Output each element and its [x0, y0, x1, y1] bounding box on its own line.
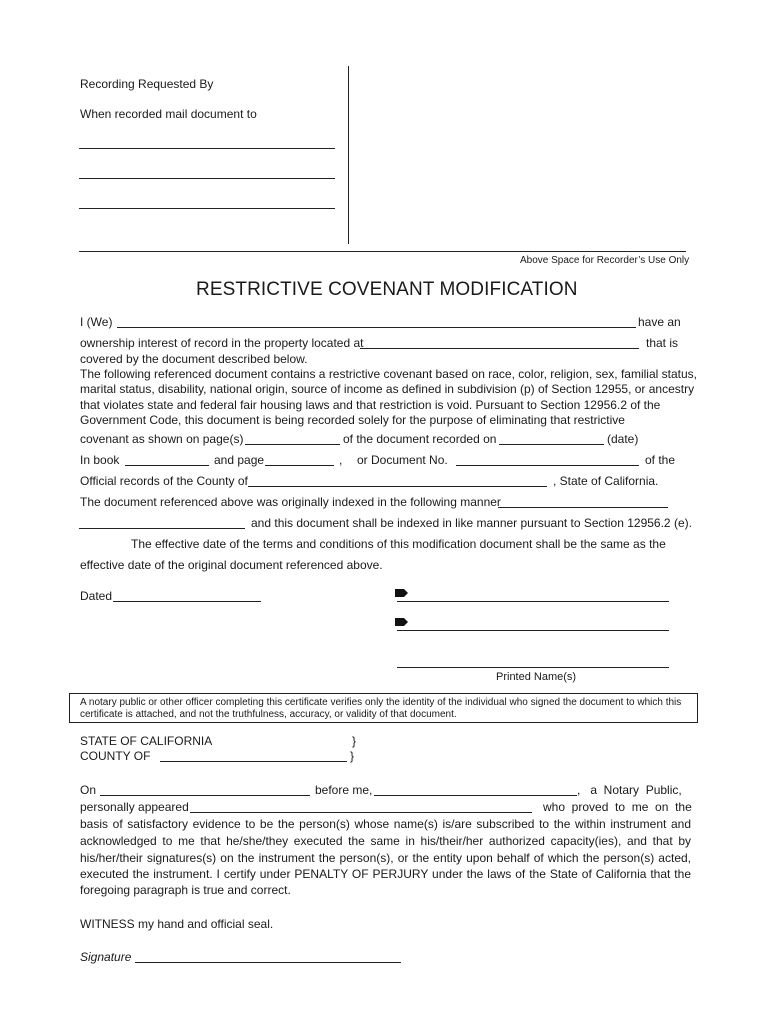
notary-public-label: , a Notary Public, [577, 783, 682, 797]
recorder-space-line [79, 251, 686, 252]
document-no-line[interactable] [456, 465, 639, 466]
mail-to-line-2[interactable] [79, 178, 335, 179]
state-brace: } [352, 734, 357, 748]
on-label: On [80, 783, 97, 797]
notary-notice-line2: certificate is attached, and not the truthfulness, accuracy, or validity of that document. [80, 709, 457, 720]
sign-here-arrow-icon [395, 589, 408, 597]
book-line[interactable] [125, 465, 209, 466]
indexed-like-label: and this document shall be indexed in like manner pursuant to Section 12956.2 (e). [251, 516, 692, 530]
i-we-label: I (We) [80, 315, 113, 329]
covenant-pages-label: covenant as shown on page(s) [80, 432, 244, 446]
notary-date-line[interactable] [100, 795, 310, 796]
official-records-label: Official records of the County of [80, 474, 248, 488]
printed-name-line[interactable] [397, 667, 669, 668]
notary-notice-line1: A notary public or other officer completing this certificate verifies only the identity of the individual who signed the document to which this [80, 697, 682, 708]
indexed-manner-label: The document referenced above was originally indexed in the following manner [80, 495, 501, 509]
ack-line: his/her/their signatures(s) on the instrument the person(s), or the entity upon behalf of which the person(s) acted, [80, 851, 691, 865]
notary-county-line[interactable] [160, 761, 347, 762]
have-an-label: have an [638, 315, 681, 329]
document-recorded-label: of the document recorded on [343, 432, 497, 446]
personally-appeared-label: personally appeared [80, 800, 189, 814]
notary-name-line[interactable] [374, 795, 577, 796]
that-is-label: that is [646, 336, 679, 350]
recorded-date-line[interactable] [499, 444, 604, 445]
ack-last-line: foregoing paragraph is true and correct. [80, 883, 291, 897]
covered-label: covered by the document described below. [80, 352, 308, 366]
and-page-label: and page [214, 453, 265, 467]
page-line[interactable] [265, 465, 334, 466]
who-proved-label: who proved to me on the [543, 800, 692, 814]
dated-line[interactable] [113, 601, 261, 602]
dated-label: Dated [80, 589, 113, 603]
ack-line: acknowledged to me that he/she/they executed the same in his/their/her authorized capacity(ies), and that by [80, 834, 691, 848]
state-label: STATE OF CALIFORNIA [80, 734, 213, 748]
document-no-label: or Document No. [357, 453, 448, 467]
indexed-manner-line-2[interactable] [79, 528, 245, 529]
state-of-california-label: , State of California. [553, 474, 659, 488]
recorder-note: Above Space for Recorder’s Use Only [520, 255, 690, 266]
paragraph-line: marital status, disability, national origin, source of income as defined in subdivision (p) of Section 12955, or ancestry [80, 382, 695, 397]
recording-requested-label: Recording Requested By [80, 77, 214, 91]
mail-to-label: When recorded mail document to [80, 107, 257, 121]
covenant-paragraph [80, 367, 697, 428]
county-line[interactable] [248, 486, 547, 487]
signature-line-1[interactable] [397, 601, 669, 602]
mail-to-line-3[interactable] [79, 208, 335, 209]
in-book-label: In book [80, 453, 120, 467]
pages-line[interactable] [245, 444, 340, 445]
indexed-manner-line-1[interactable] [498, 507, 668, 508]
comma-separator: , [339, 453, 343, 467]
witness-label: WITNESS my hand and official seal. [80, 917, 274, 931]
signature-label: Signature [80, 950, 132, 964]
notary-signature-line[interactable] [135, 962, 401, 963]
sign-here-arrow-icon [395, 618, 408, 626]
header-divider [348, 66, 349, 244]
document-title: RESTRICTIVE COVENANT MODIFICATION [196, 279, 578, 300]
ack-line: executed the instrument. I certify under PENALTY OF PERJURY under the laws of the State of California that the [80, 867, 691, 881]
before-me-label: before me, [315, 783, 373, 797]
paragraph-line: Government Code, this document is being recorded solely for the purpose of eliminating that restrictive [80, 412, 625, 427]
signature-line-2[interactable] [397, 630, 669, 631]
appeared-name-line[interactable] [190, 812, 532, 813]
paragraph-line: that violates state and federal fair housing laws and that restriction is void. Pursuant to Section 12956.2 of the [80, 397, 661, 412]
date-label: (date) [607, 432, 639, 446]
county-brace: } [350, 749, 355, 763]
printed-names-label: Printed Name(s) [496, 671, 577, 683]
property-address-line[interactable] [360, 348, 639, 349]
of-the-label: of the [645, 453, 676, 467]
effective-date-line1: The effective date of the terms and conditions of this modification document shall be the same as the [131, 537, 666, 551]
owner-name-line[interactable] [117, 327, 636, 328]
paragraph-line: The following referenced document contains a restrictive covenant based on race, color, religion, sex, familial status, [80, 367, 697, 381]
effective-date-line2: effective date of the original document referenced above. [80, 558, 383, 572]
ownership-label: ownership interest of record in the property located at [80, 336, 364, 350]
mail-to-line-1[interactable] [79, 148, 335, 149]
ack-line: basis of satisfactory evidence to be the person(s) whose name(s) is/are subscribed to the within instrument and [80, 817, 691, 831]
county-label: COUNTY OF [80, 749, 151, 763]
